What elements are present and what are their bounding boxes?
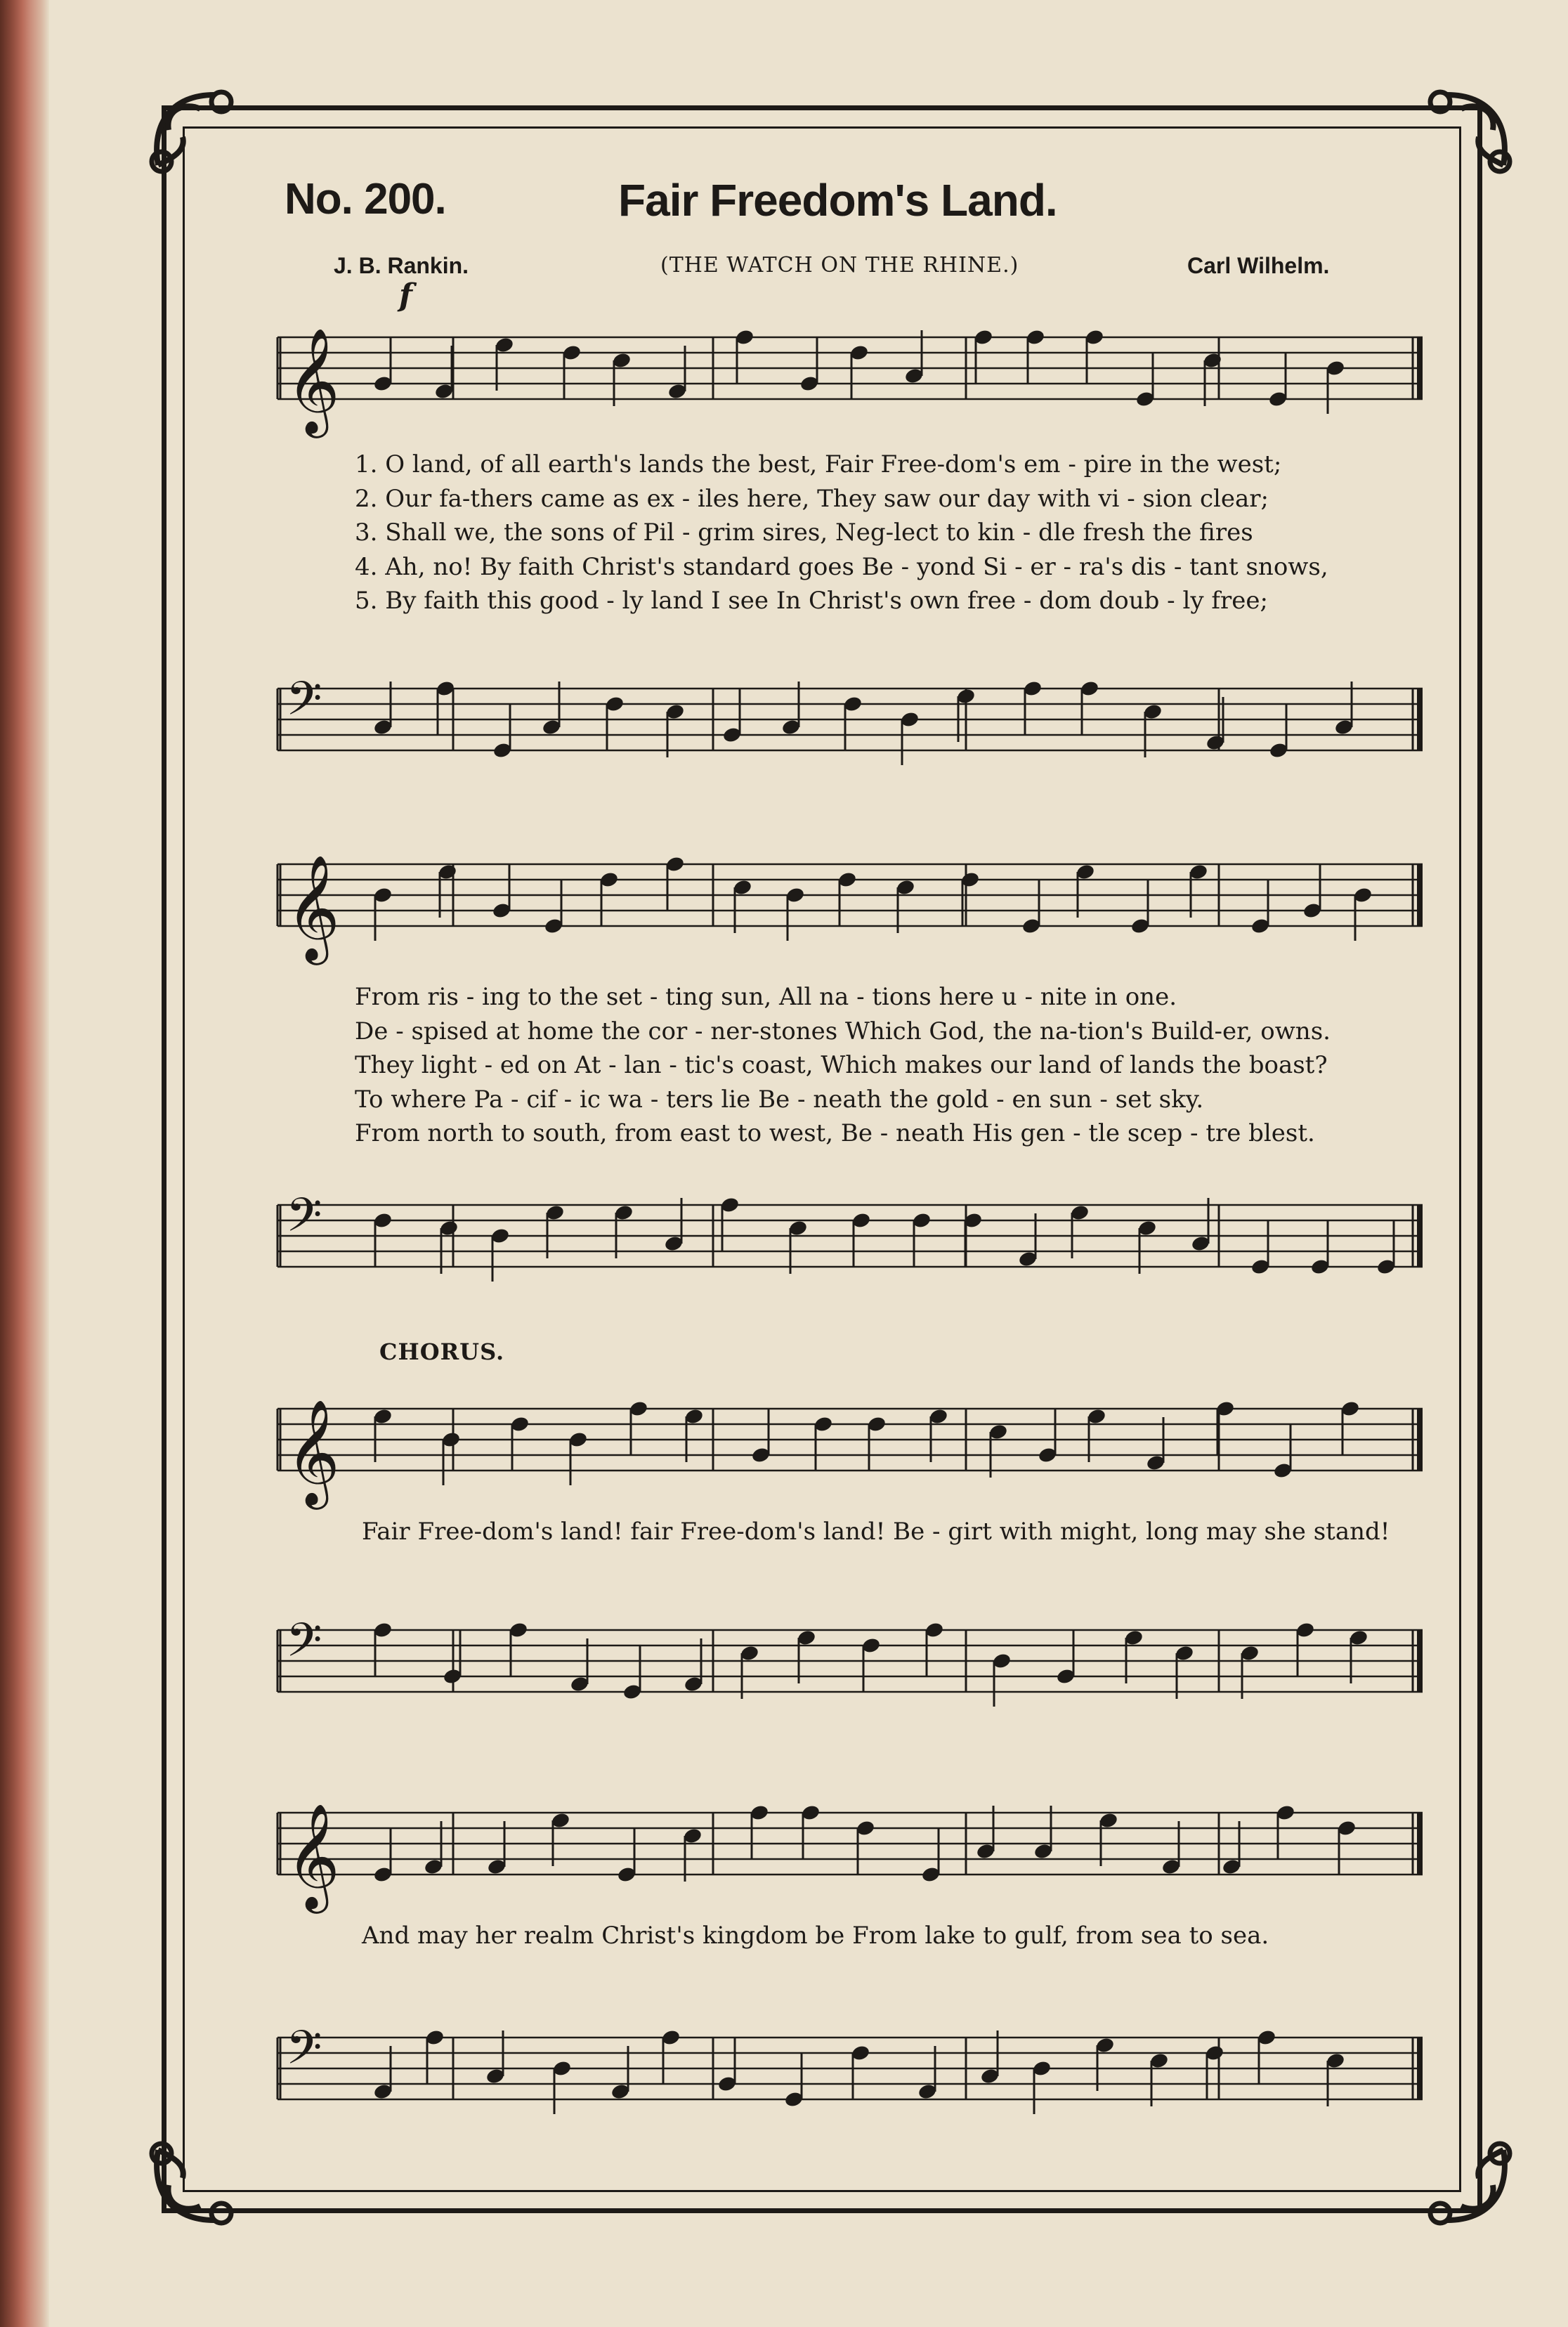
hymn-title: Fair Freedom's Land. [618, 175, 1057, 226]
dynamic-marking: f [399, 278, 412, 313]
verse-line: De - spised at home the cor - ner-stones Which God, the na-tion's Build-er, owns. [355, 1017, 1331, 1045]
book-spine [0, 0, 49, 2327]
staff-system-1-bass [277, 674, 1423, 815]
svg-text:𝄢: 𝄢 [286, 672, 322, 737]
staff-system-2-bass [277, 1188, 1423, 1331]
staff-system-4-bass [277, 2023, 1423, 2164]
svg-text:𝄞: 𝄞 [286, 854, 340, 960]
verse-line: 5. By faith this good - ly land I see In Christ's own free - dom doub - ly free; [355, 587, 1268, 615]
svg-text:𝄢: 𝄢 [286, 2021, 322, 2086]
author-credit: J. B. Rankin. [334, 253, 469, 278]
verse-line: 4. Ah, no! By faith Christ's standard goes Be - yond Si - er - ra's dis - tant snows, [355, 552, 1328, 581]
verse-line: From north to south, from east to west, Be - neath His gen - tle scep - tre blest. [355, 1119, 1315, 1147]
staff-system-3-bass [277, 1613, 1423, 1756]
chorus-lyric-1: Fair Free-dom's land! fair Free-dom's land! Be - girt with might, long may she stand! [362, 1518, 1390, 1546]
svg-text:𝄢: 𝄢 [286, 1613, 322, 1679]
verse-line: They light - ed on At - lan - tic's coast, Which makes our land of lands the boast? [355, 1051, 1328, 1079]
svg-text:𝄞: 𝄞 [286, 327, 340, 434]
verse-line: To where Pa - cif - ic wa - ters lie Be - neath the gold - en sun - set sky. [355, 1085, 1204, 1114]
verse-line: 1. O land, of all earth's lands the best, Fair Free-dom's em - pire in the west; [355, 450, 1282, 478]
ornament-corner-top-left [144, 81, 249, 186]
hymn-number: No. 200. [285, 175, 446, 223]
ornament-corner-bottom-left [144, 2129, 249, 2234]
tune-name: (THE WATCH ON THE RHINE.) [660, 253, 1019, 278]
composer-credit: Carl Wilhelm. [1187, 253, 1330, 278]
staff-system-2-treble [277, 850, 1423, 991]
ornament-corner-bottom-right [1412, 2129, 1517, 2234]
chorus-label: CHORUS. [379, 1338, 505, 1365]
staff-system-1-treble [277, 323, 1423, 464]
verse-block-part1 [355, 448, 1328, 618]
svg-text:𝄞: 𝄞 [286, 1802, 340, 1909]
verse-line: 2. Our fa-thers came as ex - iles here, They saw our day with vi - sion clear; [355, 484, 1269, 513]
svg-text:𝄞: 𝄞 [286, 1398, 340, 1505]
ornament-corner-top-right [1412, 81, 1517, 186]
verse-block-part2 [355, 980, 1331, 1151]
verse-line: From ris - ing to the set - ting sun, All na - tions here u - nite in one. [355, 983, 1177, 1011]
staff-system-3-treble [277, 1395, 1423, 1535]
chorus-lyric-2: And may her realm Christ's kingdom be From lake to gulf, from sea to sea. [362, 1922, 1269, 1950]
svg-text:𝄢: 𝄢 [286, 1188, 322, 1253]
staff-system-4-treble [277, 1799, 1423, 1939]
verse-line: 3. Shall we, the sons of Pil - grim sires, Neg-lect to kin - dle fresh the fires [355, 519, 1253, 547]
